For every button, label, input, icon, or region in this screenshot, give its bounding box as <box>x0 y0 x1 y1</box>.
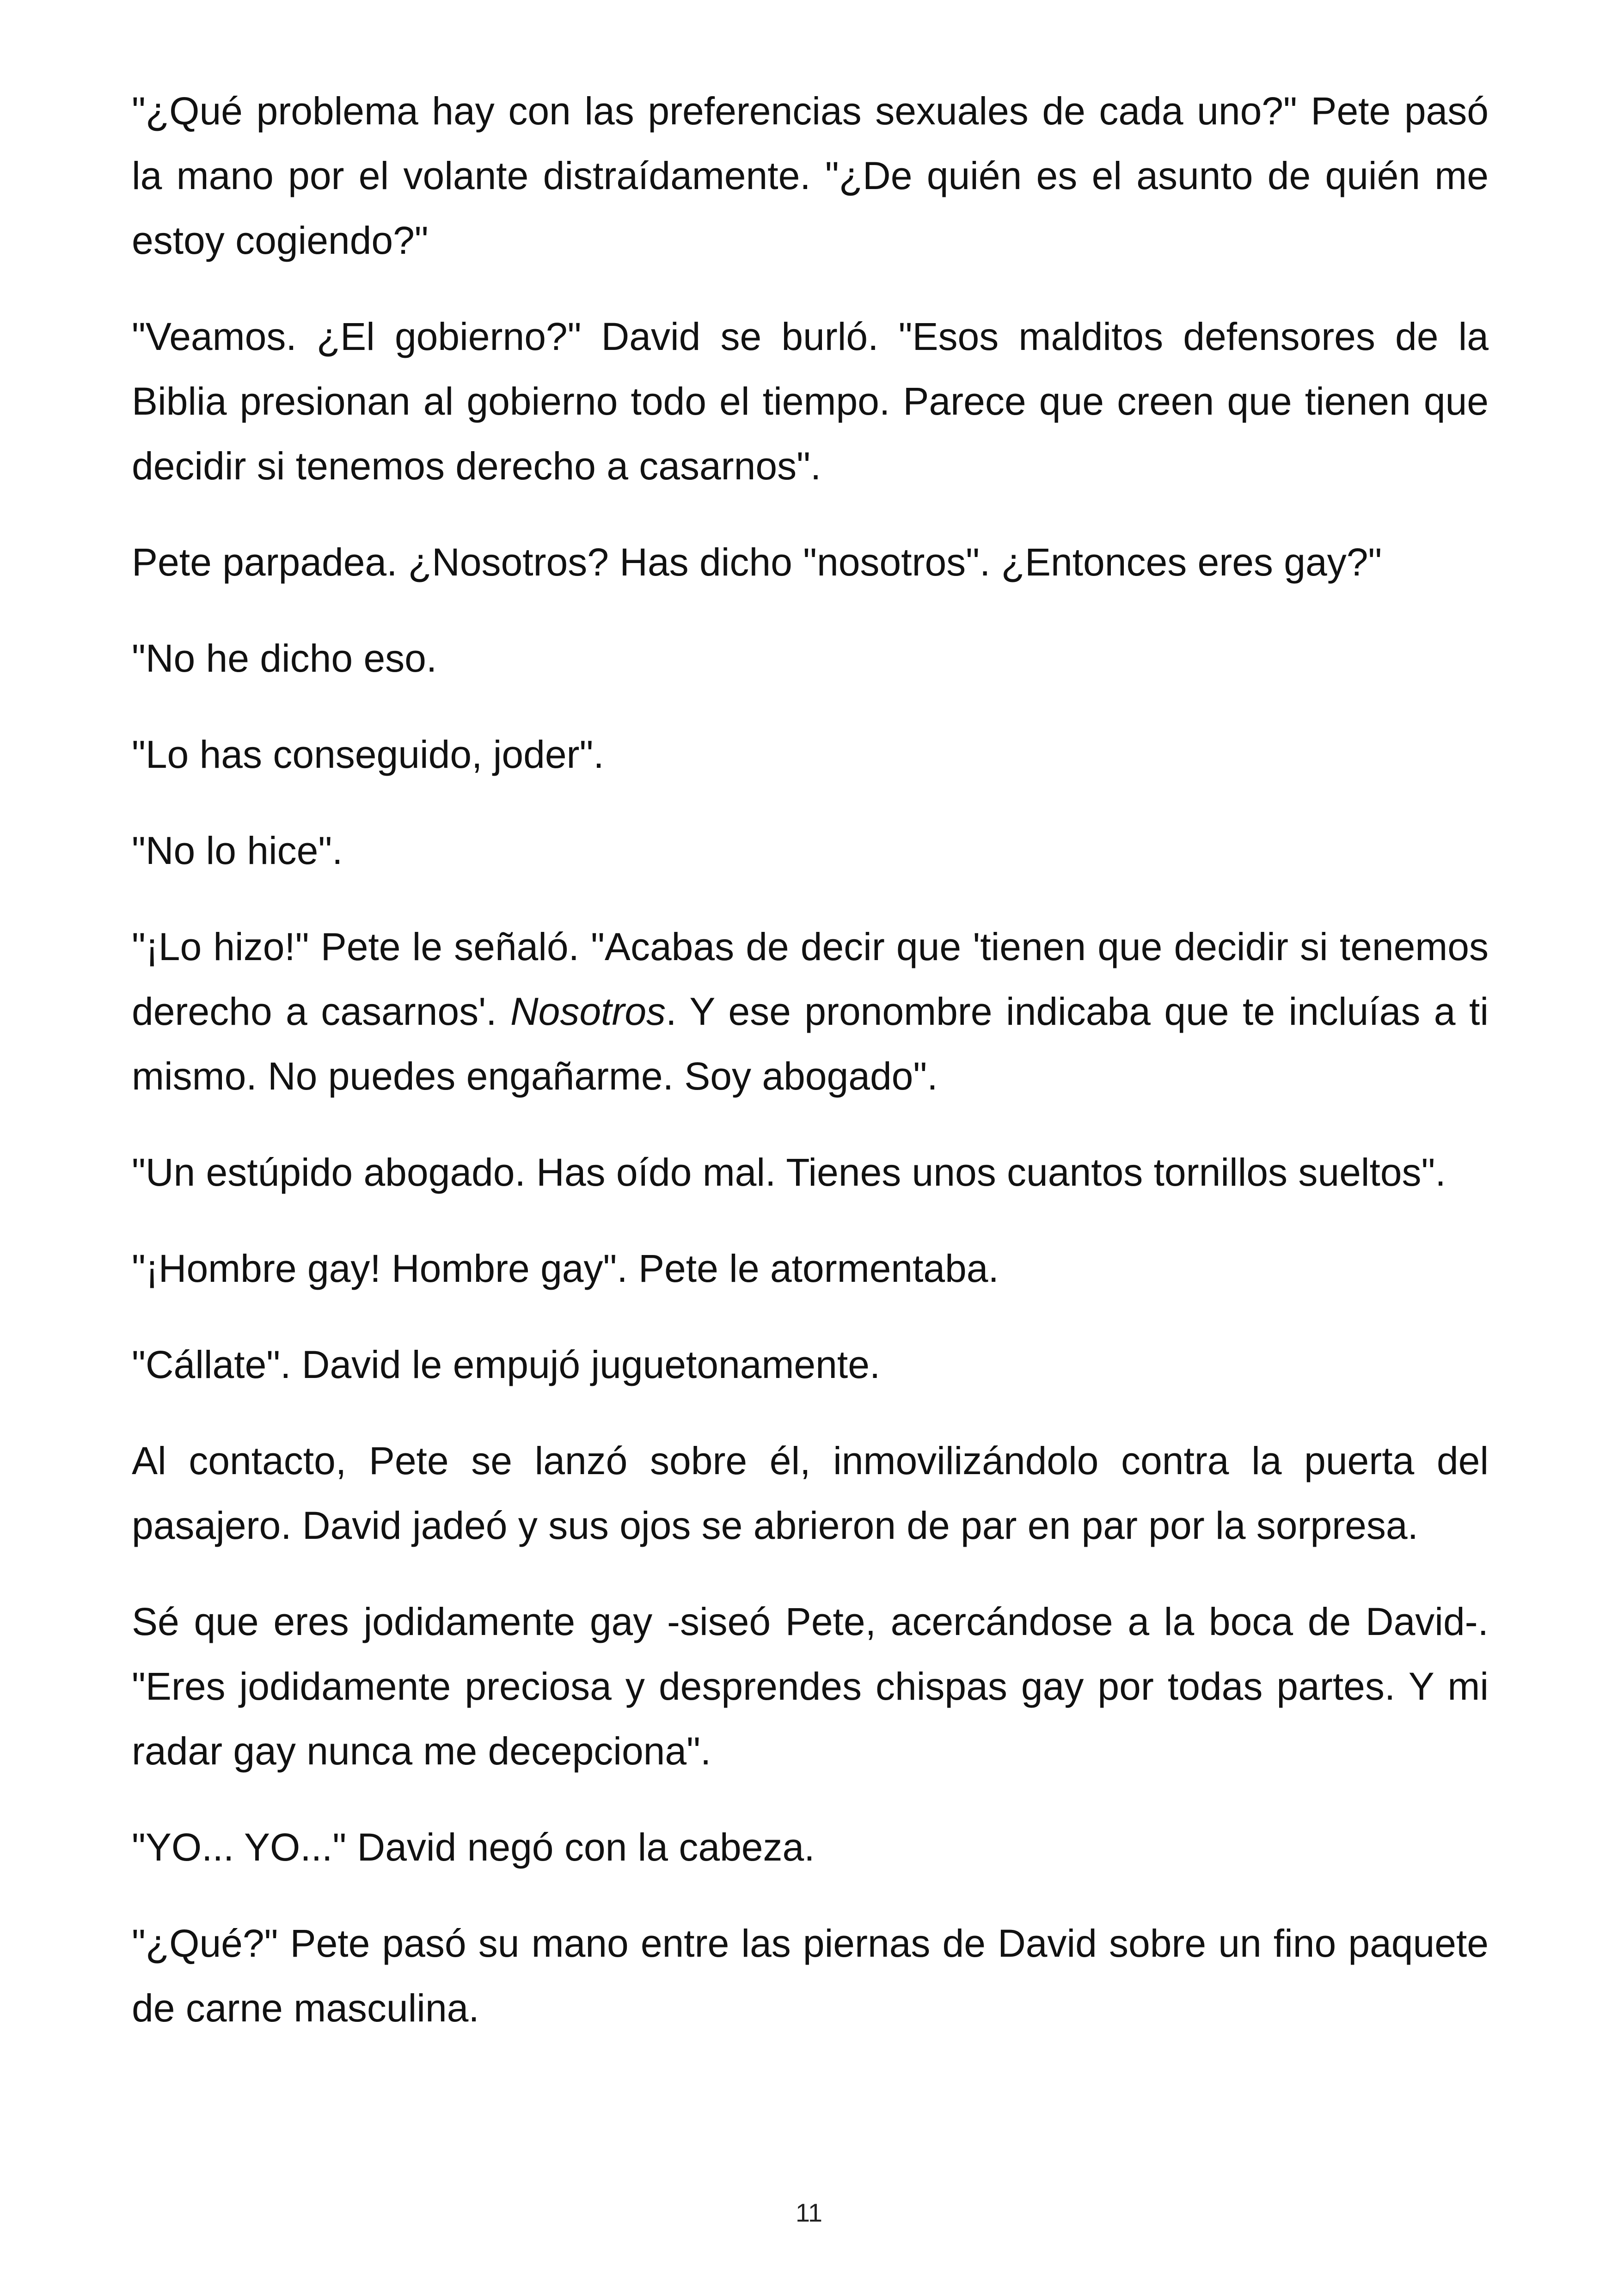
page-number: 11 <box>795 2198 823 2227</box>
paragraph-7-text-before: "¡Lo hizo!" Pete le señaló. "Acabas de decir que 'tienen que decidir si tenemos derecho a casarnos'. <box>132 925 1489 1033</box>
paragraph-9: "¡Hombre gay! Hombre gay". Pete le atormentaba. <box>132 1247 999 1290</box>
paragraph-5: "Lo has conseguido, joder". <box>132 733 604 776</box>
paragraph-7 <box>132 914 1489 1108</box>
paragraph-14: "¿Qué?" Pete pasó su mano entre las piernas de David sobre un fino paquete de carne masculina. <box>132 1922 1489 2030</box>
paragraph-6: "No lo hice". <box>132 829 343 872</box>
page-body <box>132 79 1489 2072</box>
paragraph-10: "Cállate". David le empujó juguetonamente. <box>132 1343 881 1386</box>
paragraph-8: "Un estúpido abogado. Has oído mal. Tienes unos cuantos tornillos sueltos". <box>132 1151 1446 1194</box>
paragraph-1: "¿Qué problema hay con las preferencias sexuales de cada uno?" Pete pasó la mano por el volante distraídamente. "¿De quién es el asunto de quién me estoy cogiendo?" <box>132 89 1489 262</box>
paragraph-11: Al contacto, Pete se lanzó sobre él, inmovilizándolo contra la puerta del pasajero. David jadeó y sus ojos se abrieron de par en par por la sorpresa. <box>132 1439 1489 1547</box>
paragraph-13: "YO... YO..." David negó con la cabeza. <box>132 1825 815 1869</box>
paragraph-4: "No he dicho eso. <box>132 637 437 680</box>
paragraph-7-text-after: . Y ese pronombre indicaba que te incluías a ti mismo. No puedes engañarme. Soy abogado". <box>132 990 1489 1098</box>
paragraph-7-italic-word: Nosotros <box>510 990 666 1033</box>
paragraph-12: Sé que eres jodidamente gay -siseó Pete, acercándose a la boca de David-. "Eres jodidamente preciosa y desprendes chispas gay por todas partes. Y mi radar gay nunca me decepciona". <box>132 1600 1489 1773</box>
paragraph-3: Pete parpadea. ¿Nosotros? Has dicho "nosotros". ¿Entonces eres gay?" <box>132 540 1382 584</box>
paragraph-2: "Veamos. ¿El gobierno?" David se burló. "Esos malditos defensores de la Biblia presionan al gobierno todo el tiempo. Parece que creen que tienen que decidir si tenemos derecho a casarnos". <box>132 315 1489 488</box>
